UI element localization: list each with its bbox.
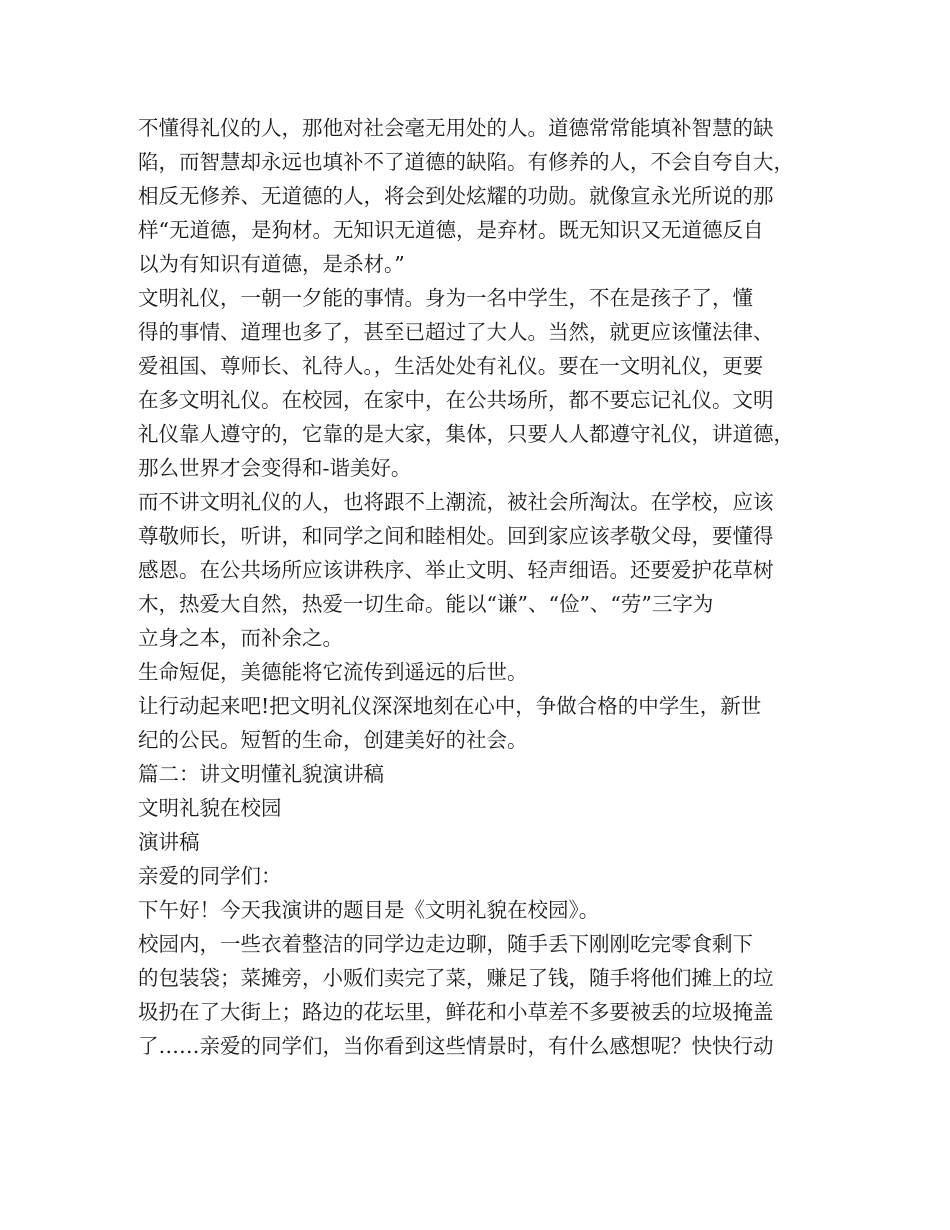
text-line: 校园内，一些衣着整洁的同学边走边聊，随手丢下刚刚吃完零食剩下	[138, 932, 753, 956]
document-body	[138, 111, 828, 1063]
text-line: 以为有知识有道德，是杀材。”	[138, 252, 405, 276]
text-line: 得的事情、道理也多了，甚至已超过了大人。当然，就更应该懂法律、	[138, 320, 774, 344]
text-line: 爱祖国、尊师长、礼待人。，生活处处有礼仪。要在一文明礼仪，更要	[138, 354, 764, 378]
text-line: 生命短促，美德能将它流传到遥远的后世。	[138, 660, 528, 684]
speech-title: 文明礼貌在校园	[138, 796, 282, 820]
text-line: 木，热爱大自然，热爱一切生命。能以“谦”、“俭”、“劳”三字为	[138, 592, 714, 616]
text-line: 下午好！今天我演讲的题目是《文明礼貌在校园》。	[138, 898, 600, 922]
text-line: 而不讲文明礼仪的人，也将跟不上潮流，被社会所淘汰。在学校，应该	[138, 490, 774, 514]
speech-subtitle: 演讲稿	[138, 830, 200, 854]
text-line: 样“无道德，是狗材。无知识无道德，是弃材。既无知识又无道德反自	[138, 218, 764, 242]
text-line: 感恩。在公共场所应该讲秩序、举止文明、轻声细语。还要爱护花草树	[138, 558, 774, 582]
text-line: 尊敬师长，听讲，和同学之间和睦相处。回到家应该孝敬父母，要懂得	[138, 524, 774, 548]
text-line: 文明礼仪，一朝一夕能的事情。身为一名中学生，不在是孩子了，懂	[138, 286, 753, 310]
text-line: 在多文明礼仪。在校园，在家中，在公共场所，都不要忘记礼仪。文明	[138, 388, 774, 412]
text-line: 的包装袋；菜摊旁，小贩们卖完了菜，赚足了钱，随手将他们摊上的垃	[138, 966, 774, 990]
text-line: 不懂得礼仪的人，那他对社会毫无用处的人。道德常常能填补智慧的缺	[138, 116, 774, 140]
section-heading: 篇二：讲文明懂礼貌演讲稿	[138, 762, 384, 786]
text-line: 了……亲爱的同学们，当你看到这些情景时，有什么感想呢？快快行动	[138, 1034, 774, 1058]
salutation: 亲爱的同学们：	[138, 864, 282, 888]
text-line: 陷，而智慧却永远也填补不了道德的缺陷。有修养的人，不会自夸自大，	[138, 150, 794, 174]
text-line: 那么世界才会变得和-谐美好。	[138, 456, 412, 480]
text-line: 纪的公民。短暂的生命，创建美好的社会。	[138, 728, 528, 752]
text-line: 相反无修养、无道德的人，将会到处炫耀的功勋。就像宣永光所说的那	[138, 184, 774, 208]
text-line: 立身之本，而补余之。	[138, 626, 343, 650]
text-line: 让行动起来吧!把文明礼仪深深地刻在心中，争做合格的中学生，新世	[138, 694, 762, 718]
text-line: 圾扔在了大街上；路边的花坛里，鲜花和小草差不多要被丢的垃圾掩盖	[138, 1000, 774, 1024]
text-line: 礼仪靠人遵守的，它靠的是大家，集体，只要人人都遵守礼仪，讲道德，	[138, 422, 794, 446]
